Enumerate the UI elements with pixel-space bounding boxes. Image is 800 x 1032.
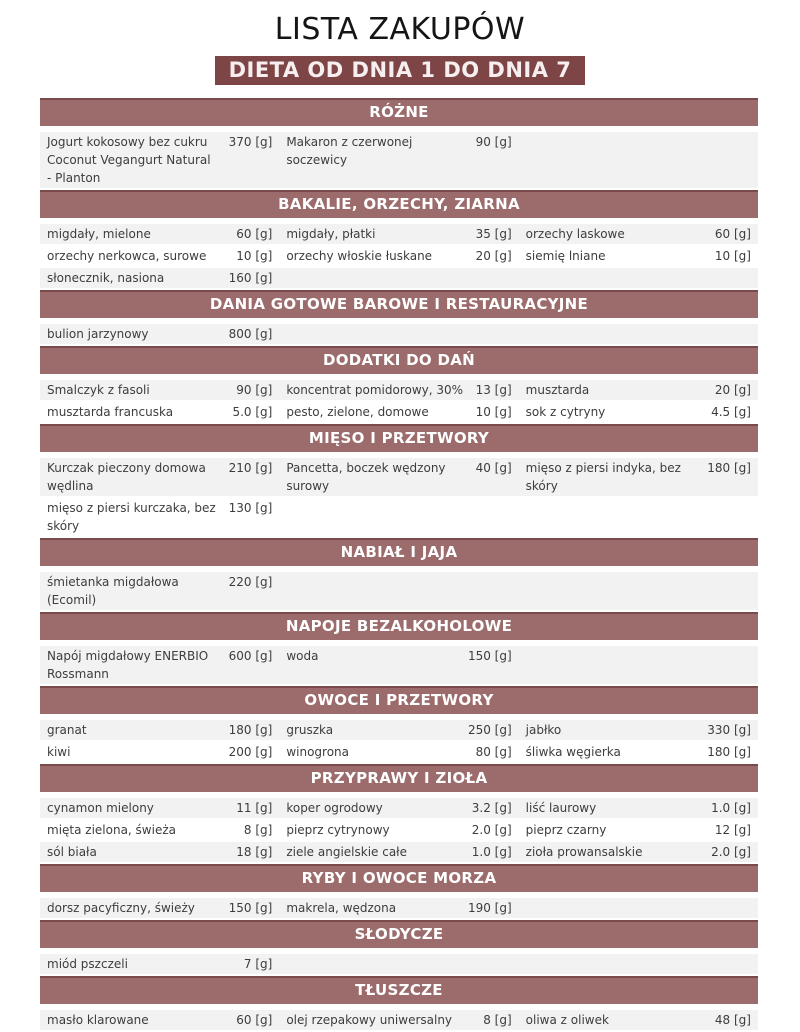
item-quantity: 150 [g] (228, 901, 273, 915)
section-header: MIĘSO I PRZETWORY (40, 424, 758, 452)
item-quantity: 190 [g] (467, 901, 512, 915)
item-cell (279, 1010, 518, 1030)
section-header: TŁUSZCZE (40, 976, 758, 1004)
item-quantity: 1.0 [g] (471, 845, 512, 859)
item-name: mięso z piersi indyka, bez skóry (525, 461, 681, 493)
diet-range-banner-row (0, 56, 800, 85)
page-title: LISTA ZAKUPÓW (274, 12, 526, 47)
item-quantity: 160 [g] (228, 271, 273, 285)
item-cell (40, 820, 279, 840)
item-quantity: 5.0 [g] (232, 405, 273, 419)
empty-cell (519, 572, 758, 610)
item-cell (279, 246, 518, 266)
item-cell (279, 402, 518, 422)
item-name: Jogurt kokosowy bez cukru Coconut Vegangurt Natural - Planton (47, 135, 211, 185)
item-name: dorsz pacyficzny, świeży (47, 901, 195, 915)
item-name: koncentrat pomidorowy, 30% (286, 383, 464, 397)
item-quantity: 330 [g] (707, 723, 751, 737)
table-row (40, 498, 758, 536)
item-quantity: 10 [g] (714, 249, 751, 263)
section-header: RYBY I OWOCE MORZA (40, 864, 758, 892)
table-row (40, 820, 758, 840)
table-row (40, 132, 758, 188)
item-quantity: 60 [g] (714, 227, 751, 241)
item-quantity: 2.0 [g] (711, 845, 751, 859)
item-quantity: 10 [g] (236, 249, 273, 263)
item-name: mięta zielona, świeża (47, 823, 176, 837)
item-name: mięso z piersi kurczaka, bez skóry (47, 501, 216, 533)
section-header: SŁODYCZE (40, 920, 758, 948)
item-quantity: 370 [g] (228, 135, 273, 149)
item-cell (40, 898, 279, 918)
item-name: słonecznik, nasiona (47, 271, 165, 285)
item-cell (40, 954, 279, 974)
item-name: gruszka (286, 723, 334, 737)
item-name: śliwka węgierka (525, 745, 621, 759)
item-cell (519, 1010, 758, 1030)
item-name: musztarda (525, 383, 590, 397)
item-cell (279, 798, 518, 818)
empty-cell (519, 646, 758, 684)
section-header: OWOCE I PRZETWORY (40, 686, 758, 714)
table-row (40, 720, 758, 740)
item-name: orzechy laskowe (525, 227, 625, 241)
item-quantity: 90 [g] (475, 135, 512, 149)
item-name: granat (47, 723, 87, 737)
item-cell (519, 402, 758, 422)
item-name: migdały, płatki (286, 227, 376, 241)
item-quantity: 180 [g] (707, 461, 751, 475)
item-cell (279, 720, 518, 740)
item-name: siemię lniane (525, 249, 606, 263)
table-row (40, 458, 758, 496)
item-quantity: 2.0 [g] (471, 823, 512, 837)
item-quantity: 180 [g] (707, 745, 751, 759)
item-cell (40, 498, 279, 536)
item-name: olej rzepakowy uniwersalny (286, 1013, 453, 1027)
item-quantity: 20 [g] (714, 383, 751, 397)
item-cell (40, 224, 279, 244)
empty-cell (519, 324, 758, 344)
item-quantity: 60 [g] (236, 227, 273, 241)
item-quantity: 60 [g] (236, 1013, 273, 1027)
item-cell (40, 246, 279, 266)
item-quantity: 3.2 [g] (471, 801, 512, 815)
table-row (40, 402, 758, 422)
item-cell (40, 268, 279, 288)
table-row (40, 268, 758, 288)
item-cell (519, 820, 758, 840)
table-row (40, 246, 758, 266)
item-cell (279, 898, 518, 918)
item-cell (40, 324, 279, 344)
item-quantity: 18 [g] (236, 845, 273, 859)
item-quantity: 80 [g] (475, 745, 512, 759)
empty-cell (279, 572, 518, 610)
item-cell (279, 132, 518, 188)
diet-range-banner: DIETA OD DNIA 1 DO DNIA 7 (215, 56, 586, 85)
table-row (40, 224, 758, 244)
item-name: ziele angielskie całe (286, 845, 407, 859)
item-name: Makaron z czerwonej soczewicy (286, 135, 413, 167)
item-quantity: 210 [g] (228, 461, 273, 475)
section-header: RÓŻNE (40, 98, 758, 126)
item-cell (279, 458, 518, 496)
item-name: musztarda francuska (47, 405, 174, 419)
item-name: winogrona (286, 745, 350, 759)
item-quantity: 7 [g] (243, 957, 273, 971)
item-quantity: 10 [g] (475, 405, 512, 419)
empty-cell (519, 268, 758, 288)
item-quantity: 20 [g] (475, 249, 512, 263)
item-quantity: 180 [g] (228, 723, 273, 737)
empty-cell (519, 132, 758, 188)
item-name: zioła prowansalskie (525, 845, 643, 859)
table-row (40, 646, 758, 684)
empty-cell (519, 898, 758, 918)
item-cell (279, 224, 518, 244)
item-quantity: 200 [g] (228, 745, 273, 759)
item-name: woda (286, 649, 319, 663)
item-name: pesto, zielone, domowe (286, 405, 429, 419)
empty-cell (279, 498, 518, 536)
item-quantity: 220 [g] (228, 575, 273, 589)
section-header: BAKALIE, ORZECHY, ZIARNA (40, 190, 758, 218)
section-header: PRZYPRAWY I ZIOŁA (40, 764, 758, 792)
item-cell (519, 246, 758, 266)
item-cell (40, 132, 279, 188)
item-name: makrela, wędzona (286, 901, 397, 915)
item-cell (40, 380, 279, 400)
item-cell (40, 646, 279, 684)
item-name: cynamon mielony (47, 801, 154, 815)
item-quantity: 150 [g] (467, 649, 512, 663)
empty-cell (279, 324, 518, 344)
item-cell (40, 572, 279, 610)
item-quantity: 35 [g] (475, 227, 512, 241)
item-name: pieprz cytrynowy (286, 823, 390, 837)
empty-cell (519, 954, 758, 974)
table-row (40, 324, 758, 344)
item-cell (519, 842, 758, 862)
item-quantity: 600 [g] (228, 649, 273, 663)
item-quantity: 8 [g] (483, 1013, 512, 1027)
item-cell (519, 742, 758, 762)
item-name: miód pszczeli (47, 957, 128, 971)
item-cell (279, 380, 518, 400)
section-header: NAPOJE BEZALKOHOLOWE (40, 612, 758, 640)
table-row (40, 954, 758, 974)
item-cell (40, 1010, 279, 1030)
item-cell (40, 458, 279, 496)
item-name: liść laurowy (525, 801, 597, 815)
item-quantity: 8 [g] (243, 823, 273, 837)
item-name: Kurczak pieczony domowa wędlina (47, 461, 206, 493)
item-quantity: 800 [g] (228, 327, 273, 341)
item-name: sól biała (47, 845, 97, 859)
item-cell (279, 842, 518, 862)
item-quantity: 130 [g] (228, 501, 273, 515)
section-header: DODATKI DO DAŃ (40, 346, 758, 374)
item-quantity: 13 [g] (475, 383, 512, 397)
item-cell (40, 720, 279, 740)
empty-cell (279, 954, 518, 974)
item-cell (519, 720, 758, 740)
item-quantity: 1.0 [g] (711, 801, 751, 815)
item-cell (279, 646, 518, 684)
item-name: Napój migdałowy ENERBIO Rossmann (47, 649, 209, 681)
empty-cell (519, 498, 758, 536)
table-row (40, 898, 758, 918)
item-cell (40, 402, 279, 422)
item-name: śmietanka migdałowa (Ecomil) (47, 575, 179, 607)
item-quantity: 12 [g] (714, 823, 751, 837)
item-quantity: 90 [g] (236, 383, 273, 397)
item-cell (519, 224, 758, 244)
item-name: orzechy włoskie łuskane (286, 249, 433, 263)
table-row (40, 572, 758, 610)
item-name: migdały, mielone (47, 227, 151, 241)
item-name: bulion jarzynowy (47, 327, 149, 341)
item-quantity: 40 [g] (475, 461, 512, 475)
item-quantity: 11 [g] (236, 801, 273, 815)
item-name: koper ogrodowy (286, 801, 383, 815)
item-name: pieprz czarny (525, 823, 607, 837)
table-row (40, 380, 758, 400)
item-cell (519, 798, 758, 818)
item-name: oliwa z oliwek (525, 1013, 609, 1027)
item-name: orzechy nerkowca, surowe (47, 249, 207, 263)
item-cell (40, 798, 279, 818)
table-row (40, 1010, 758, 1030)
item-cell (519, 458, 758, 496)
item-quantity: 250 [g] (467, 723, 512, 737)
item-name: masło klarowane (47, 1013, 149, 1027)
item-name: kiwi (47, 745, 71, 759)
item-quantity: 48 [g] (714, 1013, 751, 1027)
item-cell (279, 742, 518, 762)
section-header: NABIAŁ I JAJA (40, 538, 758, 566)
item-name: jabłko (525, 723, 562, 737)
item-cell (519, 380, 758, 400)
item-name: Pancetta, boczek wędzony surowy (286, 461, 446, 493)
item-quantity: 4.5 [g] (711, 405, 751, 419)
table-row (40, 798, 758, 818)
item-name: Smalczyk z fasoli (47, 383, 150, 397)
item-cell (40, 742, 279, 762)
sections-container (40, 98, 758, 1030)
section-header: DANIA GOTOWE BAROWE I RESTAURACYJNE (40, 290, 758, 318)
item-name: sok z cytryny (525, 405, 606, 419)
item-cell (279, 820, 518, 840)
table-row (40, 842, 758, 862)
empty-cell (279, 268, 518, 288)
item-cell (40, 842, 279, 862)
table-row (40, 742, 758, 762)
